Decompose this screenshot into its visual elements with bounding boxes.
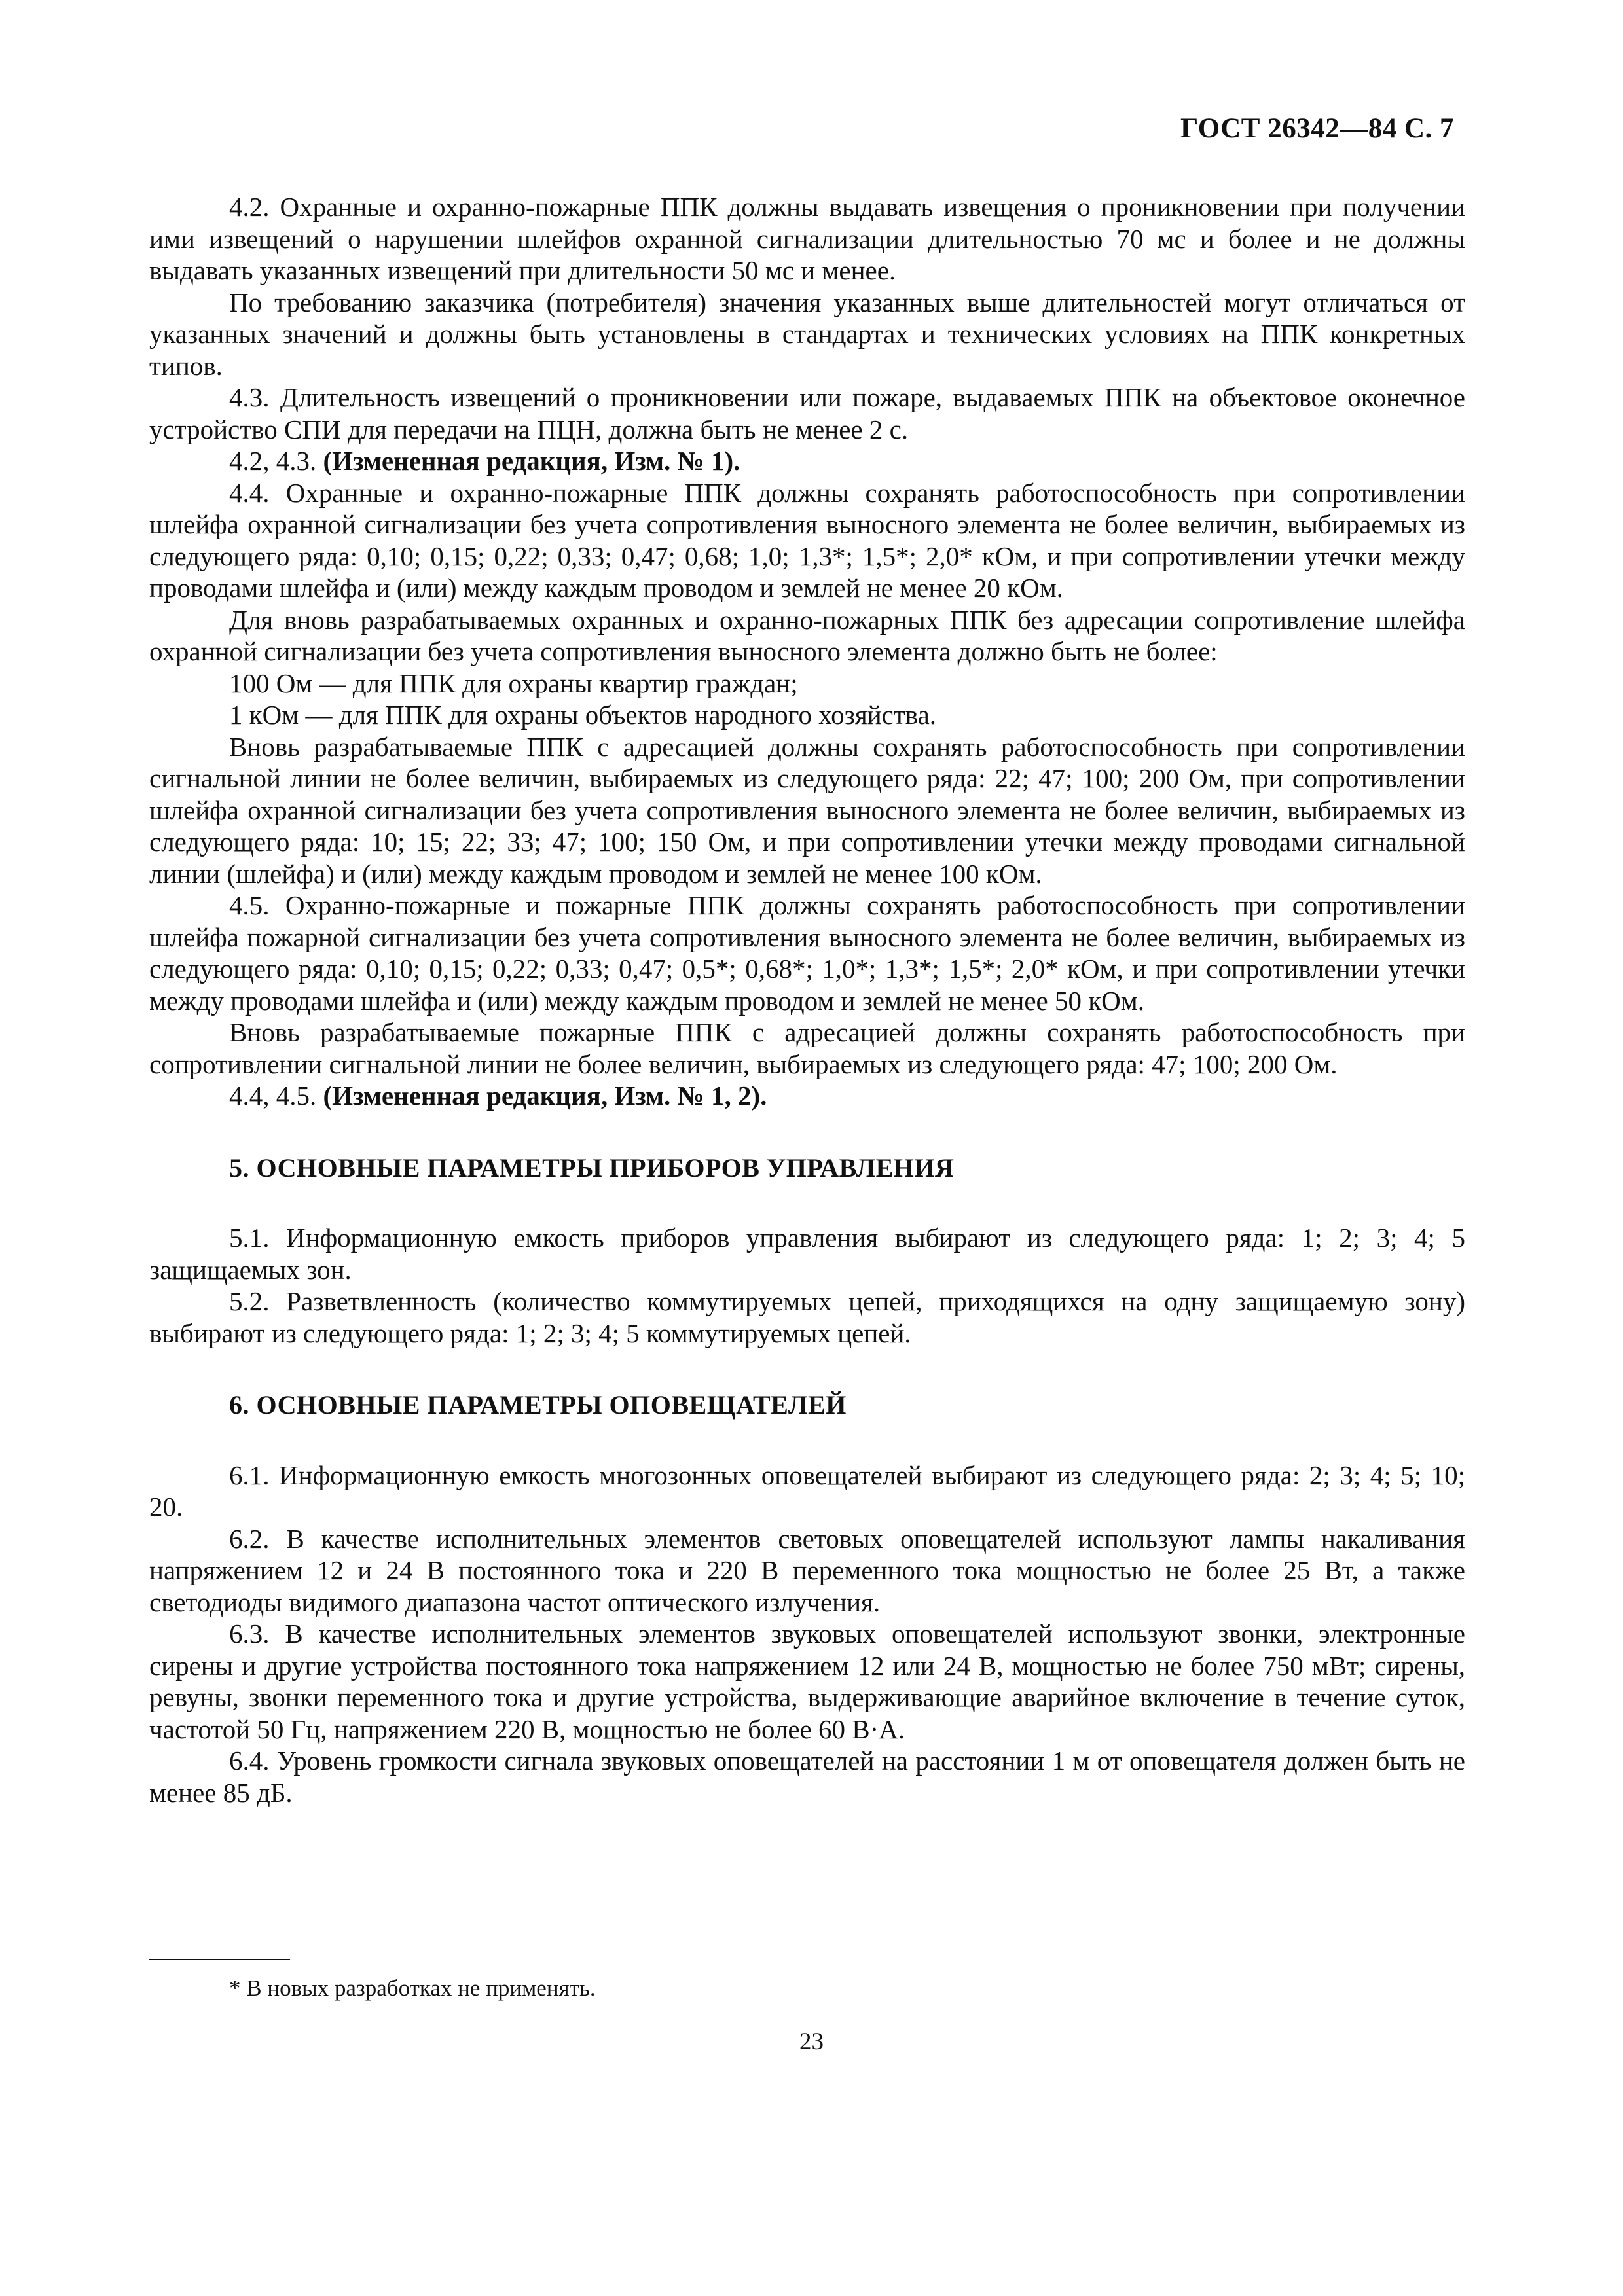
paragraph-4-5-addressed: Вновь разрабатываемые пожарные ППК с адресацией должны сохранять работоспособность при сопротивлении сигнальной линии не более величин, выбираемых из следующего ряда: 47; 100; 200 Ом. — [149, 1017, 1465, 1079]
paragraph-4-4-item-1: 100 Ом — для ППК для охраны квартир граждан; — [229, 668, 798, 698]
paragraph-4-4: 4.4. Охранные и охранно-пожарные ППК должны сохранять работоспособность при сопротивлении шлейфа охранной сигнализации без учета сопротивления выносного элемента не более величин, выбираемых из следующего ряда: 0,10; 0,15; 0,22; 0,33; 0,47; 0,68; 1,0; 1,3*; 1,5*; 2,0* кОм, и при сопротивлении утечки между проводами шлейфа и (или) между каждым проводом и землей не менее 20 кОм. — [149, 477, 1465, 603]
paragraph-4-5: 4.5. Охранно-пожарные и пожарные ППК должны сохранять работоспособность при сопротивлении шлейфа пожарной сигнализации без учета сопротивления выносного элемента не более величин, выбираемых из следующего ряда: 0,10; 0,15; 0,22; 0,33; 0,47; 0,5*; 0,68*; 1,0*; 1,3*; 1,5*; 2,0* кОм, и при сопротивлении утечки между проводами шлейфа и (или) между каждым проводом и землей не менее 50 кОм. — [149, 890, 1465, 1016]
amendment-text: (Измененная редакция, Изм. № 1, 2). — [323, 1081, 767, 1111]
document-body — [149, 191, 1465, 1808]
paragraph-4-4-new: Для вновь разрабатываемых охранных и охранно-пожарных ППК без адресации сопротивление шлейфа охранной сигнализации без учета сопротивления выносного элемента должно быть не более: — [149, 604, 1465, 666]
paragraph-6-3: 6.3. В качестве исполнительных элементов звуковых оповещателей используют звонки, электронные сирены и другие устройства постоянного тока напряжением 12 или 24 В, мощностью не более 750 мВт; сирены, ревуны, звонки переменного тока и другие устройства, выдерживающие аварийное включение в течение суток, частотой 50 Гц, напряжением 220 В, мощностью не более 60 В·А. — [149, 1619, 1465, 1744]
section-5-title: 5. ОСНОВНЫЕ ПАРАМЕТРЫ ПРИБОРОВ УПРАВЛЕНИЯ — [229, 1153, 955, 1183]
paragraph-5-2: 5.2. Разветвленность (количество коммутируемых цепей, приходящихся на одну защищаемую зону) выбирают из следующего ряда: 1; 2; 3; 4; 5 коммутируемых цепей. — [149, 1286, 1465, 1348]
paragraph-4-2-note: По требованию заказчика (потребителя) значения указанных выше длительностей могут отличаться от указанных значений и должны быть установлены в стандартах и технических условиях на ППК конкретных типов. — [149, 287, 1465, 381]
paragraph-4-4-item-2: 1 кОм — для ППК для охраны объектов народного хозяйства. — [229, 700, 937, 730]
paragraph-6-1: 6.1. Информационную емкость многозонных оповещателей выбирают из следующего ряда: 2; 3; 4; 5; 10; 20. — [149, 1460, 1465, 1522]
amendment-note-1 — [149, 445, 1465, 477]
page-number: 23 — [799, 2028, 824, 2055]
standard-header: ГОСТ 26342—84 С. 7 — [1180, 113, 1454, 144]
amendment-prefix: 4.4, 4.5. — [229, 1081, 323, 1111]
paragraph-4-2: 4.2. Охранные и охранно-пожарные ППК должны выдавать извещения о проникновении при получении ими извещений о нарушении шлейфов охранной сигнализации длительностью 70 мс и более и не должны выдавать указанных извещений при длительности 50 мс и менее. — [149, 192, 1465, 285]
paragraph-5-1: 5.1. Информационную емкость приборов управления выбирают из следующего ряда: 1; 2; 3; 4; 5 защищаемых зон. — [149, 1223, 1465, 1285]
footnote-divider — [149, 1959, 290, 1960]
footnote: * В новых разработках не применять. — [229, 1975, 596, 2001]
amendment-text: (Измененная редакция, Изм. № 1). — [323, 446, 740, 476]
paragraph-6-4: 6.4. Уровень громкости сигнала звуковых оповещателей на расстоянии 1 м от оповещателя должен быть не менее 85 дБ. — [149, 1746, 1465, 1808]
amendment-prefix: 4.2, 4.3. — [229, 446, 323, 476]
paragraph-4-4-addressed: Вновь разрабатываемые ППК с адресацией должны сохранять работоспособность при сопротивлении сигнальной линии не более величин, выбираемых из следующего ряда: 22; 47; 100; 200 Ом, при сопротивлении шлейфа охранной сигнализации без учета сопротивления выносного элемента не более величин, выбираемых из следующего ряда: 10; 15; 22; 33; 47; 100; 150 Ом, и при сопротивлении утечки между проводами сигнальной линии (шлейфа) и (или) между каждым проводом и землей не менее 100 кОм. — [149, 731, 1465, 889]
paragraph-4-3: 4.3. Длительность извещений о проникновении или пожаре, выдаваемых ППК на объектовое оконечное устройство СПИ для передачи на ПЦН, должна быть не менее 2 с. — [149, 382, 1465, 444]
section-6-title: 6. ОСНОВНЫЕ ПАРАМЕТРЫ ОПОВЕЩАТЕЛЕЙ — [229, 1390, 847, 1420]
amendment-note-2 — [149, 1080, 1465, 1112]
paragraph-6-2: 6.2. В качестве исполнительных элементов световых оповещателей используют лампы накаливания напряжением 12 и 24 В постоянного тока и 220 В переменного тока мощностью не более 25 Вт, а также светодиоды видимого диапазона частот оптического излучения. — [149, 1523, 1465, 1617]
